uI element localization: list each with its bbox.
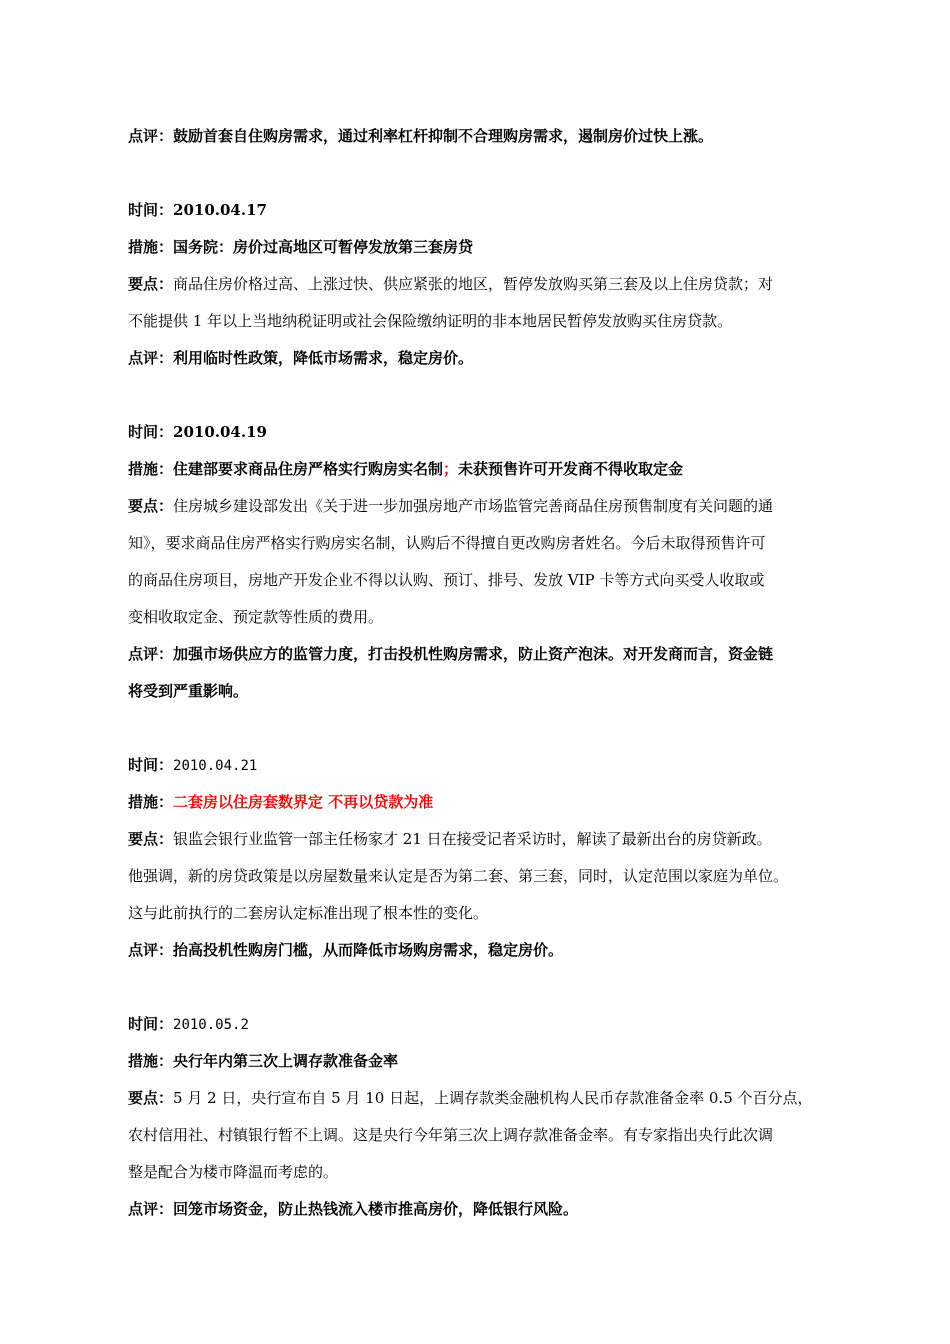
measure-line xyxy=(128,784,868,821)
spacer xyxy=(128,969,868,1006)
key-text: 5 月 2 日，央行宣布自 5 月 10 日起，上调存款类金融机构人民币存款准备金率 0.5 个百分点， xyxy=(173,1089,813,1107)
comment-label: 点评： xyxy=(128,1200,174,1218)
comment-text: 回笼市场资金，防止热钱流入楼市推高房价，降低银行风险。 xyxy=(173,1200,579,1218)
key-label: 要点： xyxy=(128,497,174,515)
measure-line xyxy=(128,229,868,266)
key-text: 商品住房价格过高、上涨过快、供应紧张的地区，暂停发放购买第三套及以上住房贷款；对 xyxy=(173,275,774,293)
time-value: 2010.04.21 xyxy=(173,758,258,774)
time-value: 2010.04.17 xyxy=(173,201,267,219)
comment-line xyxy=(128,932,868,969)
key-text: 住房城乡建设部发出《关于进一步加强房地产市场监管完善商品住房预售制度有关问题的通 xyxy=(173,497,774,515)
key-line: 整是配合为楼市降温而考虑的。 xyxy=(128,1163,339,1181)
time-line xyxy=(128,414,868,451)
comment-text: 抬高投机性购房门槛，从而降低市场购房需求，稳定房价。 xyxy=(173,941,564,959)
measure-line xyxy=(128,1043,868,1080)
measure-text: 央行年内第三次上调存款准备金率 xyxy=(173,1052,399,1070)
comment-label: 点评： xyxy=(128,127,174,145)
time-label: 时间： xyxy=(128,1015,174,1033)
comment-line: 将受到严重影响。 xyxy=(128,682,249,700)
measure-line xyxy=(128,451,868,488)
key-line: 他强调，新的房贷政策是以房屋数量来认定是否为第二套、第三套，同时，认定范围以家庭为单位。 xyxy=(128,867,789,885)
time-label: 时间： xyxy=(128,423,174,441)
key-label: 要点： xyxy=(128,830,174,848)
key-line: 这与此前执行的二套房认定标准出现了根本性的变化。 xyxy=(128,904,489,922)
spacer xyxy=(128,377,868,414)
key-line: 不能提供 1 年以上当地纳税证明或社会保险缴纳证明的非本地居民暂停发放购买住房贷款。 xyxy=(128,312,733,330)
time-line xyxy=(128,747,868,784)
comment-text: 利用临时性政策，降低市场需求，稳定房价。 xyxy=(173,349,474,367)
measure-text: 国务院：房价过高地区可暂停发放第三套房贷 xyxy=(173,238,474,256)
comment-text: 鼓励首套自住购房需求，通过利率杠杆抑制不合理购房需求，遏制房价过快上涨。 xyxy=(173,127,714,145)
key-line xyxy=(128,821,868,858)
time-value: 2010.05.2 xyxy=(173,1017,249,1033)
key-line xyxy=(128,266,868,303)
comment-line xyxy=(128,1191,868,1228)
key-line xyxy=(128,488,868,525)
time-line xyxy=(128,192,868,229)
measure-text: 二套房以住房套数界定 不再以贷款为准 xyxy=(173,793,434,811)
time-value: 2010.04.19 xyxy=(173,423,267,441)
document-page xyxy=(128,118,868,1228)
measure-text: 住建部要求商品住房严格实行购房实名制 xyxy=(173,460,444,478)
key-line: 知》，要求商品住房严格实行购房实名制，认购后不得擅自更改购房者姓名。今后未取得预售许可 xyxy=(128,534,766,552)
key-line xyxy=(128,1080,868,1117)
comment-label: 点评： xyxy=(128,941,174,959)
comment-label: 点评： xyxy=(128,645,174,663)
measure-separator: ； xyxy=(443,460,459,478)
spacer xyxy=(128,155,868,192)
comment-label: 点评： xyxy=(128,349,174,367)
spacer xyxy=(128,710,868,747)
time-label: 时间： xyxy=(128,201,174,219)
comment-line xyxy=(128,636,868,673)
measure-text-2: 未获预售许可开发商不得收取定金 xyxy=(458,460,684,478)
measure-label: 措施： xyxy=(128,793,174,811)
time-label: 时间： xyxy=(128,756,174,774)
measure-label: 措施： xyxy=(128,460,174,478)
key-text: 银监会银行业监管一部主任杨家才 21 日在接受记者采访时，解读了最新出台的房贷新政。 xyxy=(173,830,772,848)
key-line: 的商品住房项目，房地产开发企业不得以认购、预订、排号、发放 VIP 卡等方式向买受人收取或 xyxy=(128,571,765,589)
key-line: 变相收取定金、预定款等性质的费用。 xyxy=(128,608,384,626)
key-line: 农村信用社、村镇银行暂不上调。这是央行今年第三次上调存款准备金率。有专家指出央行此次调 xyxy=(128,1126,774,1144)
key-label: 要点： xyxy=(128,275,174,293)
comment-line xyxy=(128,340,868,377)
measure-label: 措施： xyxy=(128,238,174,256)
comment-text: 加强市场供应方的监管力度，打击投机性购房需求，防止资产泡沫。对开发商而言，资金链 xyxy=(173,645,774,663)
time-line xyxy=(128,1006,868,1043)
key-label: 要点： xyxy=(128,1089,174,1107)
comment-line xyxy=(128,118,868,155)
measure-label: 措施： xyxy=(128,1052,174,1070)
